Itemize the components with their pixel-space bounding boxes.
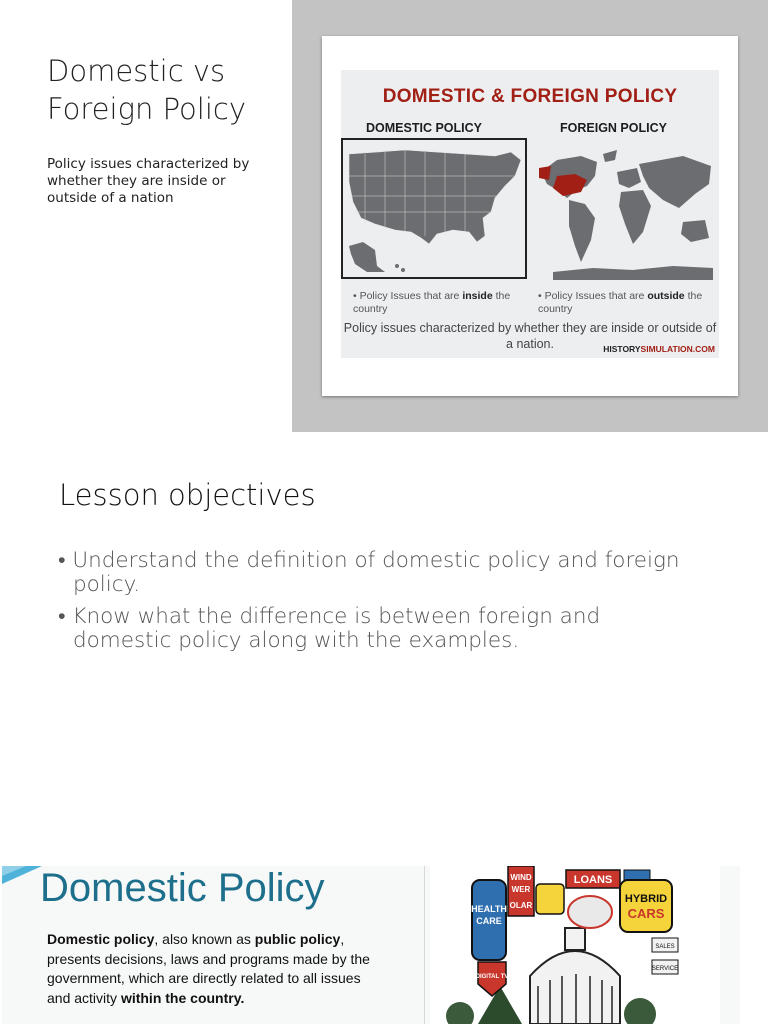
- domestic-bullet: • Policy Issues that are inside the country: [353, 290, 511, 315]
- slide-title: Domestic vs Foreign Policy: [47, 54, 246, 126]
- objective-bullet: • Understand the definition of domestic policy and foreign policy.: [58, 548, 680, 597]
- infographic-heading: DOMESTIC & FOREIGN POLICY: [382, 86, 678, 107]
- svg-text:SERVICE: SERVICE: [651, 966, 679, 972]
- slide-divider: [424, 866, 425, 1024]
- svg-text:WER: WER: [511, 885, 531, 894]
- domestic-policy-title: Domestic Policy: [40, 866, 325, 910]
- domestic-policy-definition: Domestic policy, also known as public policy, presents decisions, laws and programs made by the government, which are directly related to all issues and activity within the country.: [47, 931, 370, 1006]
- svg-text:CARE: CARE: [476, 916, 502, 926]
- svg-text:SALES: SALES: [655, 944, 675, 950]
- slide-subtitle: Policy issues characterized by whether they are inside or outside of a nation: [47, 156, 250, 206]
- objectives-title: Lesson objectives: [59, 478, 316, 512]
- foreign-bullet: • Policy Issues that are outside the country: [538, 290, 703, 315]
- svg-text:WIND: WIND: [510, 873, 532, 882]
- capitol-cartoon-icon: [430, 866, 720, 1024]
- svg-text:OLAR: OLAR: [509, 901, 533, 910]
- us-map-icon: [345, 146, 527, 278]
- world-map-icon: [533, 142, 717, 282]
- accent-wedge-icon: [2, 866, 42, 886]
- objective-bullet: • Know what the difference is between foreign and domestic policy along with the examples.: [58, 604, 601, 653]
- svg-text:DIGITAL TV: DIGITAL TV: [475, 974, 509, 980]
- svg-text:CARS: CARS: [627, 906, 665, 921]
- infographic-caption: Policy issues characterized by whether they are inside or outside of a nation.: [343, 321, 717, 351]
- foreign-heading: FOREIGN POLICY: [560, 121, 667, 135]
- svg-text:HYBRID: HYBRID: [624, 893, 668, 905]
- historysimulation-logo: HISTORYSIMULATION.COM: [603, 344, 715, 354]
- svg-text:HEALTH: HEALTH: [471, 904, 507, 914]
- policy-infographic: [341, 70, 719, 358]
- svg-text:LOANS: LOANS: [573, 874, 613, 886]
- domestic-heading: DOMESTIC POLICY: [366, 121, 482, 135]
